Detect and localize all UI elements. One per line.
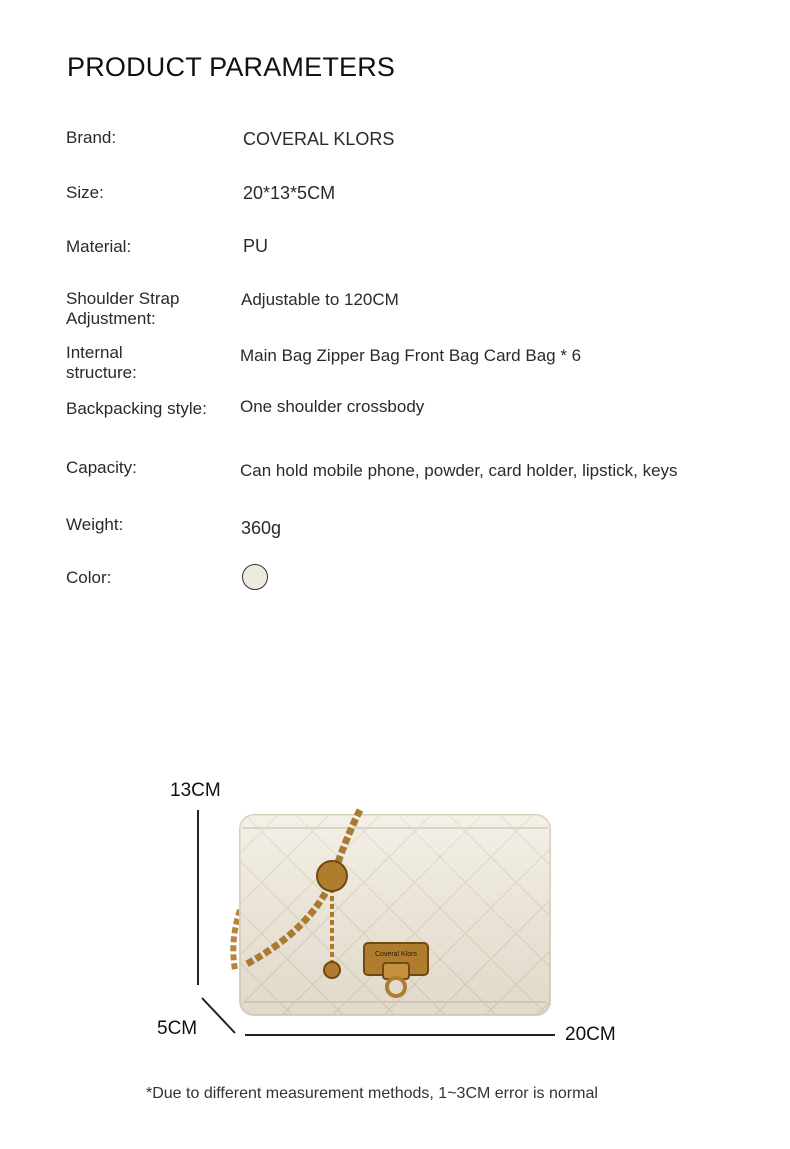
brand-plate-text: Coveral Klors	[374, 951, 418, 958]
style-label: Backpacking style:	[66, 399, 207, 418]
size-value: 20*13*5CM	[243, 183, 336, 203]
chain-bead-icon	[317, 861, 347, 891]
brand-label: Brand:	[66, 128, 117, 147]
weight-value: 360g	[241, 518, 282, 538]
structure-value: Main Bag Zipper Bag Front Bag Card Bag * 6	[240, 346, 582, 365]
page-title: PRODUCT PARAMETERS	[67, 52, 396, 82]
brand-value: COVERAL KLORS	[243, 129, 395, 149]
size-label: Size:	[66, 183, 104, 202]
structure-label: Internal structure:	[66, 343, 137, 382]
height-dimension: 13CM	[170, 780, 221, 801]
capacity-label: Capacity:	[66, 458, 137, 477]
color-swatch	[242, 564, 268, 590]
style-value: One shoulder crossbody	[240, 397, 425, 416]
depth-dimension: 5CM	[157, 1018, 198, 1039]
measurement-note: *Due to different measurement methods, 1~3CM error is normal	[146, 1085, 598, 1102]
strap-label: Shoulder Strap Adjustment:	[66, 289, 180, 328]
weight-label: Weight:	[66, 515, 124, 534]
material-value: PU	[243, 236, 269, 256]
bag-illustration	[160, 780, 580, 1070]
capacity-value: Can hold mobile phone, powder, card holder, lipstick, keys	[240, 461, 678, 480]
strap-value: Adjustable to 120CM	[241, 290, 399, 309]
width-dimension: 20CM	[565, 1024, 616, 1045]
color-label: Color:	[66, 568, 112, 587]
depth-line	[202, 998, 235, 1033]
material-label: Material:	[66, 237, 132, 256]
